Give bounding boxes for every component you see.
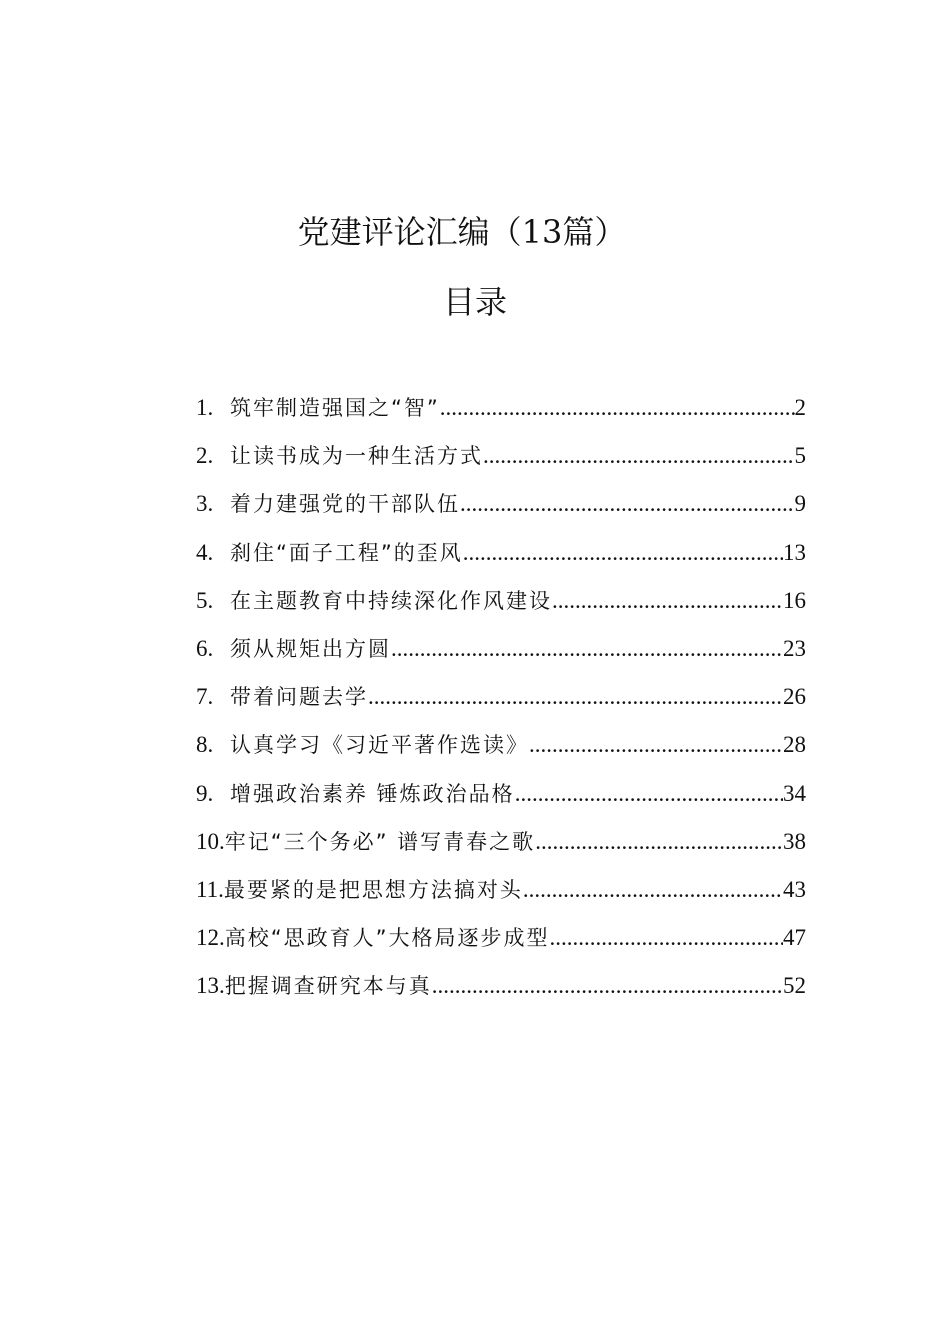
toc-entry-page: 26 (783, 684, 806, 710)
toc-entry[interactable] (196, 480, 806, 528)
toc-entry[interactable] (196, 962, 806, 1010)
toc-entry-number: 7. (196, 684, 214, 710)
toc-entry-page: 16 (783, 587, 806, 613)
toc-entry[interactable] (196, 721, 806, 769)
toc-entry-number: 13. (196, 973, 225, 999)
toc-entry-page: 2 (794, 395, 806, 420)
toc-entry-title: 在主题教育中持续深化作风建设 (230, 588, 552, 613)
toc-entry[interactable] (196, 625, 806, 673)
toc-entry-number: 12. (196, 925, 225, 951)
toc-entry[interactable] (196, 432, 806, 480)
toc-entry-number: 10. (196, 828, 225, 854)
toc-entry[interactable] (196, 577, 806, 625)
toc-entry-title: 最要紧的是把思想方法搞对头 (223, 877, 523, 902)
toc-entry[interactable] (196, 770, 806, 818)
toc-entry-title: 带着问题去学 (230, 685, 368, 710)
toc-entry-page: 52 (783, 973, 806, 999)
toc-entry-page: 13 (783, 539, 806, 565)
toc-dot-leader (550, 914, 783, 962)
toc-dot-leader (463, 529, 783, 577)
toc-entry-number: 1. (196, 395, 214, 420)
toc-dot-leader (432, 962, 783, 1010)
toc-entry-number: 11. (196, 876, 224, 902)
toc-entry-page: 9 (794, 491, 806, 517)
toc-entry-number: 9. (196, 780, 214, 806)
toc-heading: 目录 (442, 283, 507, 321)
toc-entry-title: 增强政治素养 锤炼政治品格 (230, 781, 515, 806)
toc-entry-page: 5 (794, 443, 806, 469)
toc-entry-number: 5. (196, 587, 214, 613)
toc-dot-leader (483, 432, 795, 480)
toc-dot-leader (529, 721, 783, 769)
table-of-contents (196, 384, 806, 1010)
toc-entry-page: 47 (783, 925, 806, 951)
toc-entry-page: 43 (783, 876, 806, 902)
toc-entry-page: 23 (783, 635, 806, 661)
toc-entry-title: 刹住“面子工程”的歪风 (230, 540, 463, 565)
toc-entry[interactable] (196, 914, 806, 962)
document-title: 党建评论汇编（13篇） (297, 213, 627, 251)
toc-entry[interactable] (196, 673, 806, 721)
toc-entry-number: 2. (196, 443, 214, 469)
toc-entry[interactable] (196, 818, 806, 866)
toc-dot-leader (368, 673, 783, 721)
toc-dot-leader (523, 866, 783, 914)
toc-entry-number: 4. (196, 539, 214, 565)
toc-entry-title: 把握调查研究本与真 (224, 974, 432, 999)
toc-entry-number: 3. (196, 491, 214, 517)
toc-dot-leader (515, 770, 783, 818)
toc-entry[interactable] (196, 384, 806, 432)
toc-dot-leader (535, 818, 783, 866)
toc-dot-leader (552, 577, 783, 625)
toc-entry-title: 着力建强党的干部队伍 (230, 492, 460, 517)
toc-entry-title: 牢记“三个务必” 谱写青春之歌 (224, 829, 536, 854)
toc-dot-leader (460, 480, 795, 528)
toc-entry-number: 6. (196, 635, 214, 661)
toc-entry[interactable] (196, 529, 806, 577)
toc-entry-title: 高校“思政育人”大格局逐步成型 (224, 926, 550, 951)
toc-entry-page: 38 (783, 828, 806, 854)
toc-dot-leader (391, 625, 783, 673)
toc-entry-page: 34 (783, 780, 806, 806)
toc-entry-title: 认真学习《习近平著作选读》 (230, 733, 529, 758)
toc-dot-leader (440, 384, 795, 432)
toc-entry[interactable] (196, 866, 806, 914)
toc-entry-title: 筑牢制造强国之“智” (230, 396, 440, 420)
toc-entry-title: 让读书成为一种生活方式 (230, 444, 483, 469)
toc-entry-page: 28 (783, 732, 806, 758)
toc-entry-number: 8. (196, 732, 214, 758)
toc-entry-title: 须从规矩出方圆 (230, 636, 391, 661)
